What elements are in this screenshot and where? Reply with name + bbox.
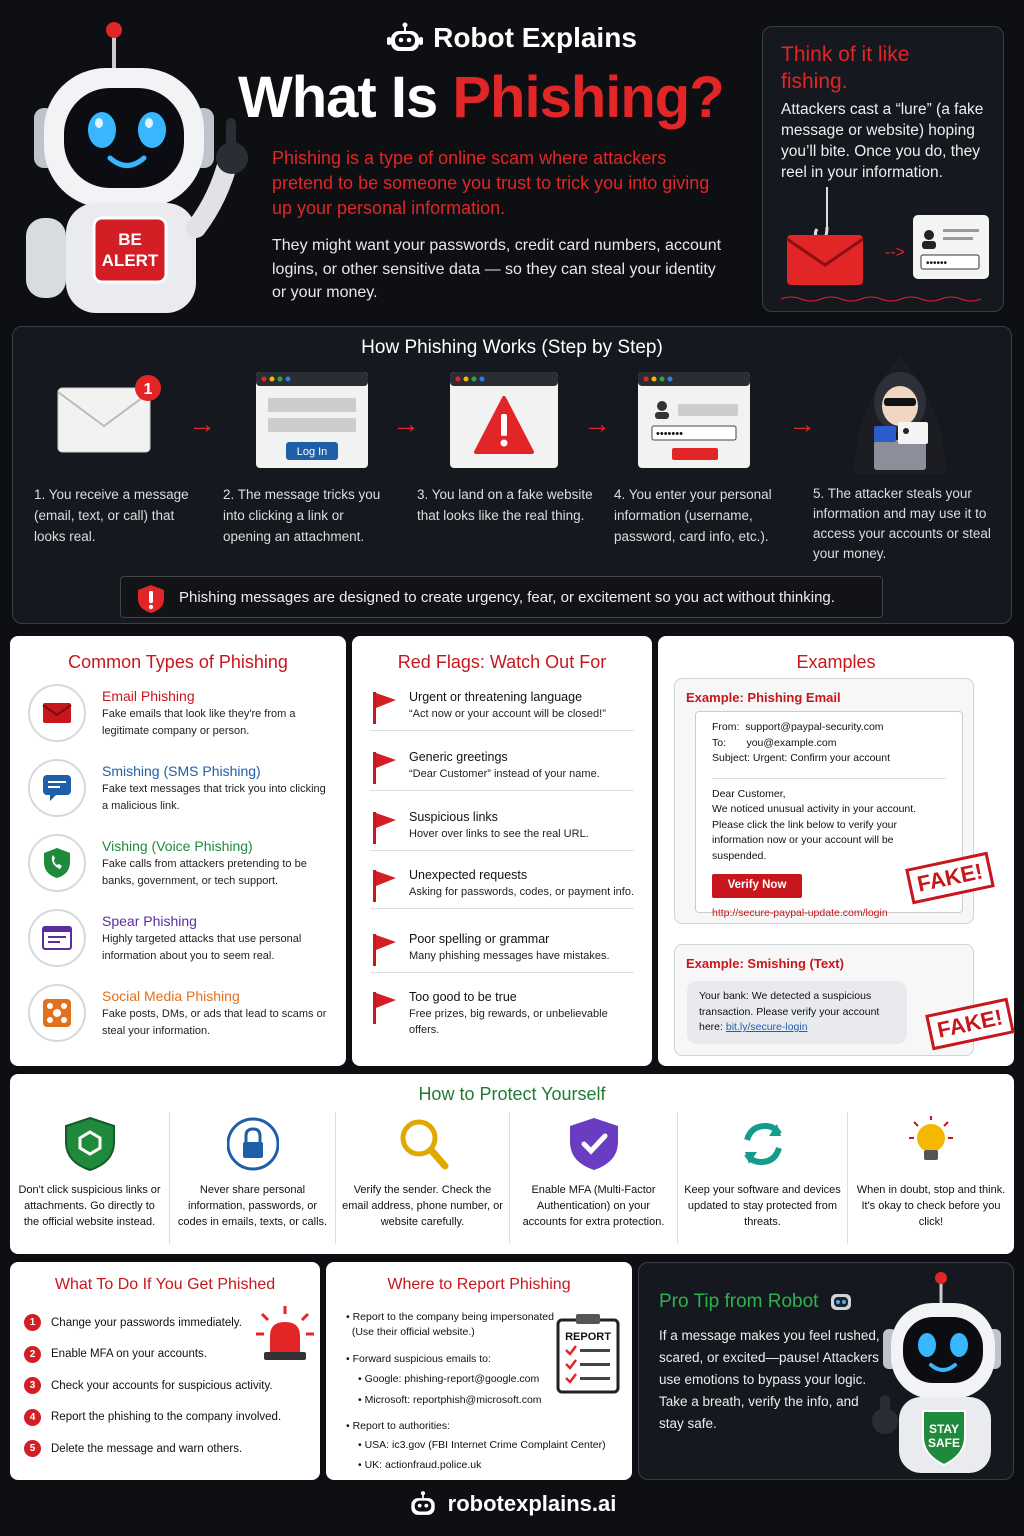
red-flag-name: Unexpected requests bbox=[409, 868, 528, 882]
step-number-badge: 3 bbox=[24, 1377, 41, 1394]
phishing-type-name: Spear Phishing bbox=[102, 913, 197, 929]
arrow-icon: → bbox=[188, 408, 216, 439]
step-number-badge: 1 bbox=[24, 1314, 41, 1331]
protect-tip bbox=[848, 1112, 1014, 1244]
phishing-type-name: Email Phishing bbox=[102, 688, 195, 704]
protip-header bbox=[659, 1291, 854, 1313]
phishing-type-desc: Fake posts, DMs, or ads that lead to scams or steal your information. bbox=[102, 1008, 327, 1037]
badge-text-be: BE bbox=[118, 230, 142, 249]
flags-title: Red Flags: Watch Out For bbox=[397, 652, 607, 672]
steps-title: How Phishing Works (Step by Step) bbox=[361, 337, 663, 358]
phished-step-text: Delete the message and warn others. bbox=[51, 1442, 243, 1455]
phishing-type-name: Social Media Phishing bbox=[102, 988, 240, 1004]
fishing-password-mask: •••••• bbox=[926, 258, 948, 269]
report-uk: • UK: actionfraud.police.uk bbox=[358, 1459, 482, 1471]
red-flag-name: Suspicious links bbox=[409, 810, 498, 824]
urgency-alert-bar bbox=[120, 576, 883, 618]
fishing-title: Think of it like fishing. bbox=[781, 43, 910, 93]
protect-tip bbox=[678, 1112, 848, 1244]
phished-title: What To Do If You Get Phished bbox=[54, 1276, 276, 1293]
report-title: Where to Report Phishing bbox=[387, 1276, 571, 1293]
report-uk-text: UK: actionfraud.police.uk bbox=[364, 1459, 482, 1471]
step-5-text: 5. The attacker steals your information and may use it to access your accounts or steal your money. bbox=[813, 486, 991, 561]
chat-icon bbox=[28, 759, 86, 817]
phishing-types-panel bbox=[10, 636, 346, 1066]
hacker-icon bbox=[840, 350, 960, 474]
red-flag-desc: Asking for passwords, codes, or payment info. bbox=[409, 886, 634, 898]
fishing-body: Attackers cast a “lure” (a fake message or website) hoping you’ll bite. Once you do, they reel in your information. bbox=[781, 101, 984, 181]
phished-step bbox=[24, 1377, 273, 1394]
report-company-note: (Use their official website.) bbox=[351, 1326, 475, 1338]
protect-tip-text: Never share personal information, passwords, or codes in emails, texts, or calls. bbox=[177, 1184, 328, 1228]
examples-panel bbox=[658, 636, 1014, 1066]
pro-tip-panel bbox=[638, 1262, 1014, 1480]
report-google: • Google: phishing-report@google.com bbox=[358, 1373, 540, 1385]
protect-tip-text: Don't click suspicious links or attachments. Go directly to the official website instead. bbox=[18, 1184, 161, 1228]
step-1-text: 1. You receive a message (email, text, or call) that looks real. bbox=[34, 487, 189, 544]
email-from-label: From: bbox=[712, 721, 740, 733]
report-company: • Report to the company being impersonated (Use their official website.) bbox=[346, 1311, 554, 1338]
protect-tip bbox=[336, 1112, 510, 1244]
protect-title: How to Protect Yourself bbox=[418, 1084, 606, 1104]
report-forward-text: Forward suspicious emails to: bbox=[352, 1353, 491, 1365]
email-to-label: To: bbox=[712, 736, 727, 749]
mail-badge-count: 1 bbox=[143, 381, 153, 398]
red-flag-icon bbox=[370, 868, 398, 902]
robot-logo-icon bbox=[408, 1490, 438, 1518]
red-flag-icon bbox=[370, 750, 398, 784]
phishing-type-name: Vishing (Voice Phishing) bbox=[102, 838, 253, 854]
red-flag-item bbox=[370, 748, 634, 791]
step-number-badge: 4 bbox=[24, 1409, 41, 1426]
hook-envelope-illustration bbox=[781, 187, 993, 307]
login-page-icon bbox=[256, 372, 368, 468]
report-usa-text: USA: ic3.gov (FBI Internet Crime Complaint Center) bbox=[364, 1439, 606, 1451]
title-white: What Is bbox=[238, 65, 453, 130]
report-forward: • Forward suspicious emails to: bbox=[346, 1353, 491, 1365]
red-flag-desc: “Dear Customer” instead of your name. bbox=[409, 768, 600, 780]
email-to: you@example.com bbox=[746, 736, 837, 749]
lightbulb-icon bbox=[848, 1116, 1014, 1172]
report-company-text: Report to the company being impersonated bbox=[352, 1311, 554, 1323]
red-flag-desc: Free prizes, big rewards, or unbelievable offers. bbox=[409, 1008, 608, 1036]
phished-step-text: Change your passwords immediately. bbox=[51, 1316, 242, 1329]
brand-name: Robot Explains bbox=[433, 22, 637, 53]
red-flag-desc: Many phishing messages have mistakes. bbox=[409, 950, 610, 962]
phished-step-text: Enable MFA on your accounts. bbox=[51, 1348, 207, 1360]
phone-icon bbox=[28, 834, 86, 892]
types-title: Common Types of Phishing bbox=[68, 652, 288, 672]
protect-tip-text: Keep your software and devices updated to stay protected from threats. bbox=[684, 1184, 841, 1228]
red-flag-icon bbox=[370, 990, 398, 1024]
protect-tip bbox=[10, 1112, 170, 1244]
step-2-text: 2. The message tricks you into clicking a link or opening an attachment. bbox=[223, 487, 381, 544]
red-flag-name: Generic greetings bbox=[409, 750, 508, 764]
phishing-type-item bbox=[28, 909, 338, 973]
red-flag-item bbox=[370, 808, 634, 851]
report-google-text: Google: phishing-report@google.com bbox=[364, 1373, 540, 1385]
email-subject: Urgent: Confirm your account bbox=[752, 752, 891, 764]
phished-step bbox=[24, 1440, 242, 1457]
step-number-badge: 5 bbox=[24, 1440, 41, 1457]
phishing-type-item bbox=[28, 759, 338, 823]
badge-text-alert: ALERT bbox=[101, 251, 159, 270]
phished-step bbox=[24, 1409, 281, 1426]
login-button-label: Log In bbox=[296, 446, 328, 458]
if-phished-panel bbox=[10, 1262, 320, 1480]
arrow-icon: → bbox=[583, 408, 611, 439]
phishing-type-item bbox=[28, 834, 338, 898]
arrow-icon: → bbox=[788, 408, 816, 439]
email-subject-label: Subject: bbox=[712, 752, 750, 764]
intro-red-text: Phishing is a type of online scam where attackers pretend to be someone you trust to trick you into giving up your personal information. bbox=[272, 148, 710, 218]
envelope-icon bbox=[56, 374, 166, 458]
sms-example-card bbox=[674, 944, 974, 1056]
robot-face-icon bbox=[828, 1291, 854, 1313]
protect-tip bbox=[170, 1112, 336, 1244]
verify-now-button[interactable]: Verify Now bbox=[712, 874, 802, 898]
clipboard-report-icon bbox=[556, 1314, 620, 1394]
page-title bbox=[238, 64, 724, 131]
protip-body: If a message makes you feel rushed, scared, or excited—pause! Attackers use emotions to bypass your logic. Take a breath, verify the info, and stay safe. bbox=[659, 1328, 880, 1431]
intro-text: They might want your passwords, credit card numbers, account logins, or other sensitive data — so they can steal your identity or your money. bbox=[272, 237, 722, 301]
sms-bubble bbox=[687, 981, 907, 1044]
phishing-type-desc: Highly targeted attacks that use personal information about you to seem real. bbox=[102, 933, 302, 962]
phished-step bbox=[24, 1314, 242, 1331]
fake-stamp: FAKE! bbox=[925, 998, 1015, 1051]
enter-info-form-icon bbox=[638, 372, 750, 468]
red-flag-icon bbox=[370, 810, 398, 844]
step-4-text: 4. You enter your personal information (username, password, card info, etc.). bbox=[614, 487, 772, 544]
examples-title: Examples bbox=[796, 652, 876, 672]
safe-badge-text: SAFE bbox=[927, 1436, 961, 1450]
shield-icon bbox=[10, 1116, 169, 1172]
phishing-type-desc: Fake text messages that trick you into clicking a malicious link. bbox=[102, 783, 326, 812]
arrow-icon: → bbox=[392, 408, 420, 439]
warning-shield-icon bbox=[137, 584, 165, 614]
refresh-icon bbox=[678, 1116, 847, 1172]
protect-yourself-panel bbox=[10, 1074, 1014, 1254]
robot-thumbs-up-illustration bbox=[869, 1269, 1011, 1475]
red-flag-item bbox=[370, 930, 634, 973]
sms-text: Your bank: We detected a suspicious transaction. Please verify your account here: bbox=[699, 990, 880, 1033]
red-flag-item bbox=[370, 866, 634, 909]
protect-tip-text: Enable MFA (Multi-Factor Authentication) on your accounts for extra protection. bbox=[522, 1184, 665, 1228]
protect-tip-text: When in doubt, stop and think. It's okay to check before you click! bbox=[856, 1184, 1006, 1228]
email-greeting: Dear Customer, bbox=[712, 787, 786, 800]
browser-icon bbox=[28, 909, 86, 967]
siren-icon bbox=[254, 1304, 316, 1364]
magnifier-icon bbox=[336, 1116, 509, 1172]
phishing-type-item bbox=[28, 984, 338, 1048]
report-microsoft: • Microsoft: reportphish@microsoft.com bbox=[358, 1394, 542, 1406]
phished-step bbox=[24, 1346, 207, 1363]
robot-mascot-illustration bbox=[14, 18, 264, 318]
step4-password-mask: ••••••• bbox=[656, 428, 683, 440]
protect-tip bbox=[510, 1112, 678, 1244]
red-flag-desc: “Act now or your account will be closed!” bbox=[409, 708, 606, 720]
red-flag-icon bbox=[370, 690, 398, 724]
email-from: support@paypal-security.com bbox=[745, 721, 884, 733]
email-body: We noticed unusual activity in your account. Please click the link below to verify your information now or your account will be suspended. bbox=[712, 803, 917, 862]
report-authorities-text: Report to authorities: bbox=[352, 1420, 451, 1432]
stay-badge-text: STAY bbox=[928, 1422, 960, 1436]
step-number-badge: 2 bbox=[24, 1346, 41, 1363]
fake-website-warning-icon bbox=[450, 372, 558, 468]
phished-step-text: Check your accounts for suspicious activity. bbox=[51, 1379, 273, 1392]
report-microsoft-text: Microsoft: reportphish@microsoft.com bbox=[364, 1394, 542, 1406]
phished-step-text: Report the phishing to the company involved. bbox=[51, 1411, 282, 1423]
check-shield-icon bbox=[510, 1116, 677, 1172]
where-to-report-panel bbox=[326, 1262, 632, 1480]
phishing-type-name: Smishing (SMS Phishing) bbox=[102, 763, 261, 779]
red-flag-item bbox=[370, 988, 634, 1046]
step-3-text: 3. You land on a fake website that looks like the real thing. bbox=[417, 487, 593, 523]
red-flags-panel bbox=[352, 636, 652, 1066]
phishing-type-item bbox=[28, 684, 338, 748]
robot-logo-icon bbox=[387, 22, 423, 54]
footer-site-link[interactable]: robotexplains.ai bbox=[447, 1491, 617, 1516]
social-icon bbox=[28, 984, 86, 1042]
alert-text: Phishing messages are designed to create urgency, fear, or excitement so you act without thinking. bbox=[179, 588, 835, 606]
red-flag-name: Poor spelling or grammar bbox=[409, 932, 550, 946]
phishing-type-desc: Fake calls from attackers pretending to be banks, government, or tech support. bbox=[102, 858, 307, 887]
phishing-type-desc: Fake emails that look like they're from a legitimate company or person. bbox=[102, 708, 296, 737]
title-red: Phishing? bbox=[452, 65, 724, 130]
footer bbox=[0, 1490, 1024, 1518]
sms-example-label: Example: Smishing (Text) bbox=[686, 956, 844, 971]
report-authorities: • Report to authorities: bbox=[346, 1420, 451, 1432]
fishing-analogy-box bbox=[762, 26, 1004, 312]
clipboard-label: REPORT bbox=[565, 1331, 611, 1343]
envelope-icon bbox=[28, 684, 86, 742]
protip-title: Pro Tip from Robot bbox=[659, 1291, 819, 1312]
red-flag-name: Urgent or threatening language bbox=[409, 690, 583, 704]
protect-tip-text: Verify the sender. Check the email address, phone number, or website carefully. bbox=[342, 1184, 503, 1228]
red-flag-icon bbox=[370, 932, 398, 966]
svg-text:-->: --> bbox=[885, 244, 905, 261]
lock-icon bbox=[170, 1116, 335, 1172]
red-flag-name: Too good to be true bbox=[409, 990, 517, 1004]
sms-link[interactable]: bit.ly/secure-login bbox=[725, 1021, 808, 1033]
email-fake-link[interactable]: http://secure-paypal-update.com/login bbox=[712, 907, 888, 919]
red-flag-item bbox=[370, 688, 634, 731]
email-example-label: Example: Phishing Email bbox=[686, 690, 841, 705]
fake-stamp: FAKE! bbox=[905, 852, 995, 905]
red-flag-desc: Hover over links to see the real URL. bbox=[409, 828, 589, 840]
report-usa: • USA: ic3.gov (FBI Internet Crime Complaint Center) bbox=[358, 1439, 606, 1451]
